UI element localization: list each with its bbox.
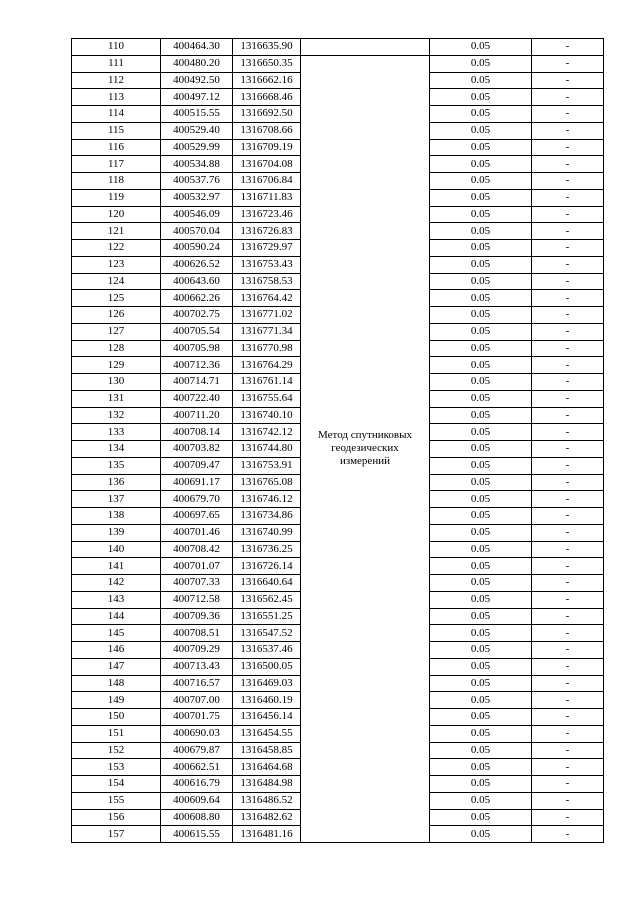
x-coordinate-cell: 400705.54: [161, 323, 233, 340]
y-coordinate-cell: 1316723.46: [233, 206, 301, 223]
x-coordinate-cell: 400722.40: [161, 390, 233, 407]
y-coordinate-cell: 1316706.84: [233, 173, 301, 190]
point-number-cell: 125: [72, 290, 161, 307]
note-cell: -: [532, 407, 604, 424]
point-number-cell: 157: [72, 826, 161, 843]
point-number-cell: 128: [72, 340, 161, 357]
note-cell: -: [532, 725, 604, 742]
accuracy-cell: 0.05: [430, 240, 532, 257]
accuracy-cell: 0.05: [430, 39, 532, 56]
note-cell: -: [532, 39, 604, 56]
x-coordinate-cell: 400707.00: [161, 692, 233, 709]
x-coordinate-cell: 400662.26: [161, 290, 233, 307]
x-coordinate-cell: 400712.36: [161, 357, 233, 374]
y-coordinate-cell: 1316761.14: [233, 374, 301, 391]
note-cell: -: [532, 357, 604, 374]
point-number-cell: 153: [72, 759, 161, 776]
point-number-cell: 132: [72, 407, 161, 424]
x-coordinate-cell: 400609.64: [161, 792, 233, 809]
note-cell: -: [532, 390, 604, 407]
x-coordinate-cell: 400702.75: [161, 307, 233, 324]
y-coordinate-cell: 1316486.52: [233, 792, 301, 809]
x-coordinate-cell: 400679.70: [161, 491, 233, 508]
y-coordinate-cell: 1316736.25: [233, 541, 301, 558]
point-number-cell: 124: [72, 273, 161, 290]
point-number-cell: 129: [72, 357, 161, 374]
accuracy-cell: 0.05: [430, 792, 532, 809]
x-coordinate-cell: 400480.20: [161, 55, 233, 72]
point-number-cell: 140: [72, 541, 161, 558]
y-coordinate-cell: 1316755.64: [233, 390, 301, 407]
point-number-cell: 136: [72, 474, 161, 491]
y-coordinate-cell: 1316458.85: [233, 742, 301, 759]
note-cell: -: [532, 792, 604, 809]
accuracy-cell: 0.05: [430, 541, 532, 558]
point-number-cell: 121: [72, 223, 161, 240]
x-coordinate-cell: 400662.51: [161, 759, 233, 776]
empty-method-cell: [301, 39, 430, 56]
note-cell: -: [532, 206, 604, 223]
x-coordinate-cell: 400714.71: [161, 374, 233, 391]
note-cell: -: [532, 240, 604, 257]
method-cell: Метод спутниковых геодезических измерений: [301, 55, 430, 842]
accuracy-cell: 0.05: [430, 608, 532, 625]
y-coordinate-cell: 1316456.14: [233, 709, 301, 726]
x-coordinate-cell: 400708.51: [161, 625, 233, 642]
note-cell: -: [532, 742, 604, 759]
point-number-cell: 137: [72, 491, 161, 508]
y-coordinate-cell: 1316640.64: [233, 575, 301, 592]
note-cell: -: [532, 139, 604, 156]
accuracy-cell: 0.05: [430, 742, 532, 759]
table-row: [72, 39, 604, 56]
note-cell: -: [532, 424, 604, 441]
accuracy-cell: 0.05: [430, 474, 532, 491]
note-cell: -: [532, 189, 604, 206]
accuracy-cell: 0.05: [430, 189, 532, 206]
accuracy-cell: 0.05: [430, 424, 532, 441]
note-cell: -: [532, 55, 604, 72]
y-coordinate-cell: 1316551.25: [233, 608, 301, 625]
accuracy-cell: 0.05: [430, 206, 532, 223]
note-cell: -: [532, 290, 604, 307]
accuracy-cell: 0.05: [430, 491, 532, 508]
point-number-cell: 133: [72, 424, 161, 441]
y-coordinate-cell: 1316764.42: [233, 290, 301, 307]
note-cell: -: [532, 692, 604, 709]
y-coordinate-cell: 1316668.46: [233, 89, 301, 106]
note-cell: -: [532, 340, 604, 357]
y-coordinate-cell: 1316650.35: [233, 55, 301, 72]
accuracy-cell: 0.05: [430, 273, 532, 290]
note-cell: -: [532, 591, 604, 608]
y-coordinate-cell: 1316460.19: [233, 692, 301, 709]
x-coordinate-cell: 400497.12: [161, 89, 233, 106]
note-cell: -: [532, 524, 604, 541]
note-cell: -: [532, 776, 604, 793]
x-coordinate-cell: 400529.99: [161, 139, 233, 156]
point-number-cell: 156: [72, 809, 161, 826]
note-cell: -: [532, 608, 604, 625]
note-cell: -: [532, 809, 604, 826]
coordinates-table-body: [72, 39, 604, 843]
note-cell: -: [532, 474, 604, 491]
note-cell: -: [532, 457, 604, 474]
accuracy-cell: 0.05: [430, 508, 532, 525]
accuracy-cell: 0.05: [430, 223, 532, 240]
point-number-cell: 119: [72, 189, 161, 206]
x-coordinate-cell: 400643.60: [161, 273, 233, 290]
note-cell: -: [532, 541, 604, 558]
point-number-cell: 112: [72, 72, 161, 89]
point-number-cell: 148: [72, 675, 161, 692]
y-coordinate-cell: 1316746.12: [233, 491, 301, 508]
y-coordinate-cell: 1316753.43: [233, 256, 301, 273]
point-number-cell: 130: [72, 374, 161, 391]
y-coordinate-cell: 1316662.16: [233, 72, 301, 89]
x-coordinate-cell: 400701.07: [161, 558, 233, 575]
accuracy-cell: 0.05: [430, 340, 532, 357]
point-number-cell: 111: [72, 55, 161, 72]
x-coordinate-cell: 400705.98: [161, 340, 233, 357]
y-coordinate-cell: 1316482.62: [233, 809, 301, 826]
point-number-cell: 116: [72, 139, 161, 156]
accuracy-cell: 0.05: [430, 625, 532, 642]
x-coordinate-cell: 400713.43: [161, 658, 233, 675]
y-coordinate-cell: 1316726.14: [233, 558, 301, 575]
table-row: [72, 55, 604, 72]
accuracy-cell: 0.05: [430, 524, 532, 541]
y-coordinate-cell: 1316547.52: [233, 625, 301, 642]
y-coordinate-cell: 1316537.46: [233, 642, 301, 659]
note-cell: -: [532, 759, 604, 776]
y-coordinate-cell: 1316481.16: [233, 826, 301, 843]
note-cell: -: [532, 441, 604, 458]
x-coordinate-cell: 400616.79: [161, 776, 233, 793]
accuracy-cell: 0.05: [430, 390, 532, 407]
x-coordinate-cell: 400529.40: [161, 122, 233, 139]
accuracy-cell: 0.05: [430, 122, 532, 139]
y-coordinate-cell: 1316764.29: [233, 357, 301, 374]
point-number-cell: 145: [72, 625, 161, 642]
y-coordinate-cell: 1316734.86: [233, 508, 301, 525]
x-coordinate-cell: 400709.36: [161, 608, 233, 625]
note-cell: -: [532, 106, 604, 123]
note-cell: -: [532, 156, 604, 173]
note-cell: -: [532, 642, 604, 659]
accuracy-cell: 0.05: [430, 658, 532, 675]
point-number-cell: 127: [72, 323, 161, 340]
y-coordinate-cell: 1316469.03: [233, 675, 301, 692]
accuracy-cell: 0.05: [430, 675, 532, 692]
x-coordinate-cell: 400709.29: [161, 642, 233, 659]
x-coordinate-cell: 400626.52: [161, 256, 233, 273]
accuracy-cell: 0.05: [430, 642, 532, 659]
accuracy-cell: 0.05: [430, 759, 532, 776]
note-cell: -: [532, 72, 604, 89]
x-coordinate-cell: 400532.97: [161, 189, 233, 206]
y-coordinate-cell: 1316771.02: [233, 307, 301, 324]
note-cell: -: [532, 658, 604, 675]
note-cell: -: [532, 558, 604, 575]
accuracy-cell: 0.05: [430, 106, 532, 123]
accuracy-cell: 0.05: [430, 809, 532, 826]
y-coordinate-cell: 1316744.80: [233, 441, 301, 458]
note-cell: -: [532, 374, 604, 391]
accuracy-cell: 0.05: [430, 290, 532, 307]
accuracy-cell: 0.05: [430, 457, 532, 474]
x-coordinate-cell: 400546.09: [161, 206, 233, 223]
point-number-cell: 118: [72, 173, 161, 190]
y-coordinate-cell: 1316726.83: [233, 223, 301, 240]
accuracy-cell: 0.05: [430, 89, 532, 106]
x-coordinate-cell: 400708.14: [161, 424, 233, 441]
point-number-cell: 115: [72, 122, 161, 139]
note-cell: -: [532, 709, 604, 726]
point-number-cell: 151: [72, 725, 161, 742]
y-coordinate-cell: 1316692.50: [233, 106, 301, 123]
point-number-cell: 144: [72, 608, 161, 625]
accuracy-cell: 0.05: [430, 357, 532, 374]
accuracy-cell: 0.05: [430, 692, 532, 709]
x-coordinate-cell: 400679.87: [161, 742, 233, 759]
point-number-cell: 134: [72, 441, 161, 458]
point-number-cell: 131: [72, 390, 161, 407]
y-coordinate-cell: 1316740.10: [233, 407, 301, 424]
x-coordinate-cell: 400691.17: [161, 474, 233, 491]
point-number-cell: 113: [72, 89, 161, 106]
point-number-cell: 120: [72, 206, 161, 223]
note-cell: -: [532, 122, 604, 139]
x-coordinate-cell: 400708.42: [161, 541, 233, 558]
point-number-cell: 114: [72, 106, 161, 123]
point-number-cell: 110: [72, 39, 161, 56]
x-coordinate-cell: 400701.75: [161, 709, 233, 726]
note-cell: -: [532, 173, 604, 190]
point-number-cell: 138: [72, 508, 161, 525]
point-number-cell: 142: [72, 575, 161, 592]
x-coordinate-cell: 400690.03: [161, 725, 233, 742]
x-coordinate-cell: 400492.50: [161, 72, 233, 89]
y-coordinate-cell: 1316771.34: [233, 323, 301, 340]
point-number-cell: 126: [72, 307, 161, 324]
x-coordinate-cell: 400537.76: [161, 173, 233, 190]
accuracy-cell: 0.05: [430, 173, 532, 190]
accuracy-cell: 0.05: [430, 307, 532, 324]
x-coordinate-cell: 400515.55: [161, 106, 233, 123]
point-number-cell: 122: [72, 240, 161, 257]
y-coordinate-cell: 1316704.08: [233, 156, 301, 173]
accuracy-cell: 0.05: [430, 256, 532, 273]
note-cell: -: [532, 675, 604, 692]
x-coordinate-cell: 400711.20: [161, 407, 233, 424]
y-coordinate-cell: 1316753.91: [233, 457, 301, 474]
x-coordinate-cell: 400615.55: [161, 826, 233, 843]
y-coordinate-cell: 1316708.66: [233, 122, 301, 139]
x-coordinate-cell: 400697.65: [161, 508, 233, 525]
note-cell: -: [532, 575, 604, 592]
accuracy-cell: 0.05: [430, 591, 532, 608]
y-coordinate-cell: 1316758.53: [233, 273, 301, 290]
point-number-cell: 146: [72, 642, 161, 659]
x-coordinate-cell: 400608.80: [161, 809, 233, 826]
point-number-cell: 150: [72, 709, 161, 726]
y-coordinate-cell: 1316742.12: [233, 424, 301, 441]
x-coordinate-cell: 400590.24: [161, 240, 233, 257]
x-coordinate-cell: 400703.82: [161, 441, 233, 458]
y-coordinate-cell: 1316500.05: [233, 658, 301, 675]
note-cell: -: [532, 307, 604, 324]
accuracy-cell: 0.05: [430, 156, 532, 173]
point-number-cell: 139: [72, 524, 161, 541]
accuracy-cell: 0.05: [430, 558, 532, 575]
accuracy-cell: 0.05: [430, 374, 532, 391]
note-cell: -: [532, 625, 604, 642]
y-coordinate-cell: 1316562.45: [233, 591, 301, 608]
y-coordinate-cell: 1316464.68: [233, 759, 301, 776]
note-cell: -: [532, 323, 604, 340]
note-cell: -: [532, 826, 604, 843]
point-number-cell: 154: [72, 776, 161, 793]
x-coordinate-cell: 400534.88: [161, 156, 233, 173]
accuracy-cell: 0.05: [430, 323, 532, 340]
y-coordinate-cell: 1316635.90: [233, 39, 301, 56]
coordinates-table: [71, 38, 604, 843]
point-number-cell: 143: [72, 591, 161, 608]
y-coordinate-cell: 1316709.19: [233, 139, 301, 156]
x-coordinate-cell: 400701.46: [161, 524, 233, 541]
y-coordinate-cell: 1316765.08: [233, 474, 301, 491]
point-number-cell: 149: [72, 692, 161, 709]
point-number-cell: 135: [72, 457, 161, 474]
x-coordinate-cell: 400709.47: [161, 457, 233, 474]
accuracy-cell: 0.05: [430, 575, 532, 592]
note-cell: -: [532, 273, 604, 290]
accuracy-cell: 0.05: [430, 72, 532, 89]
y-coordinate-cell: 1316711.83: [233, 189, 301, 206]
y-coordinate-cell: 1316454.55: [233, 725, 301, 742]
accuracy-cell: 0.05: [430, 725, 532, 742]
y-coordinate-cell: 1316729.97: [233, 240, 301, 257]
accuracy-cell: 0.05: [430, 139, 532, 156]
accuracy-cell: 0.05: [430, 776, 532, 793]
y-coordinate-cell: 1316740.99: [233, 524, 301, 541]
note-cell: -: [532, 89, 604, 106]
note-cell: -: [532, 223, 604, 240]
x-coordinate-cell: 400712.58: [161, 591, 233, 608]
note-cell: -: [532, 256, 604, 273]
accuracy-cell: 0.05: [430, 826, 532, 843]
accuracy-cell: 0.05: [430, 709, 532, 726]
point-number-cell: 155: [72, 792, 161, 809]
point-number-cell: 147: [72, 658, 161, 675]
accuracy-cell: 0.05: [430, 55, 532, 72]
point-number-cell: 152: [72, 742, 161, 759]
point-number-cell: 117: [72, 156, 161, 173]
accuracy-cell: 0.05: [430, 441, 532, 458]
note-cell: -: [532, 508, 604, 525]
x-coordinate-cell: 400464.30: [161, 39, 233, 56]
x-coordinate-cell: 400707.33: [161, 575, 233, 592]
x-coordinate-cell: 400716.57: [161, 675, 233, 692]
y-coordinate-cell: 1316484.98: [233, 776, 301, 793]
y-coordinate-cell: 1316770.98: [233, 340, 301, 357]
point-number-cell: 123: [72, 256, 161, 273]
accuracy-cell: 0.05: [430, 407, 532, 424]
point-number-cell: 141: [72, 558, 161, 575]
x-coordinate-cell: 400570.04: [161, 223, 233, 240]
note-cell: -: [532, 491, 604, 508]
